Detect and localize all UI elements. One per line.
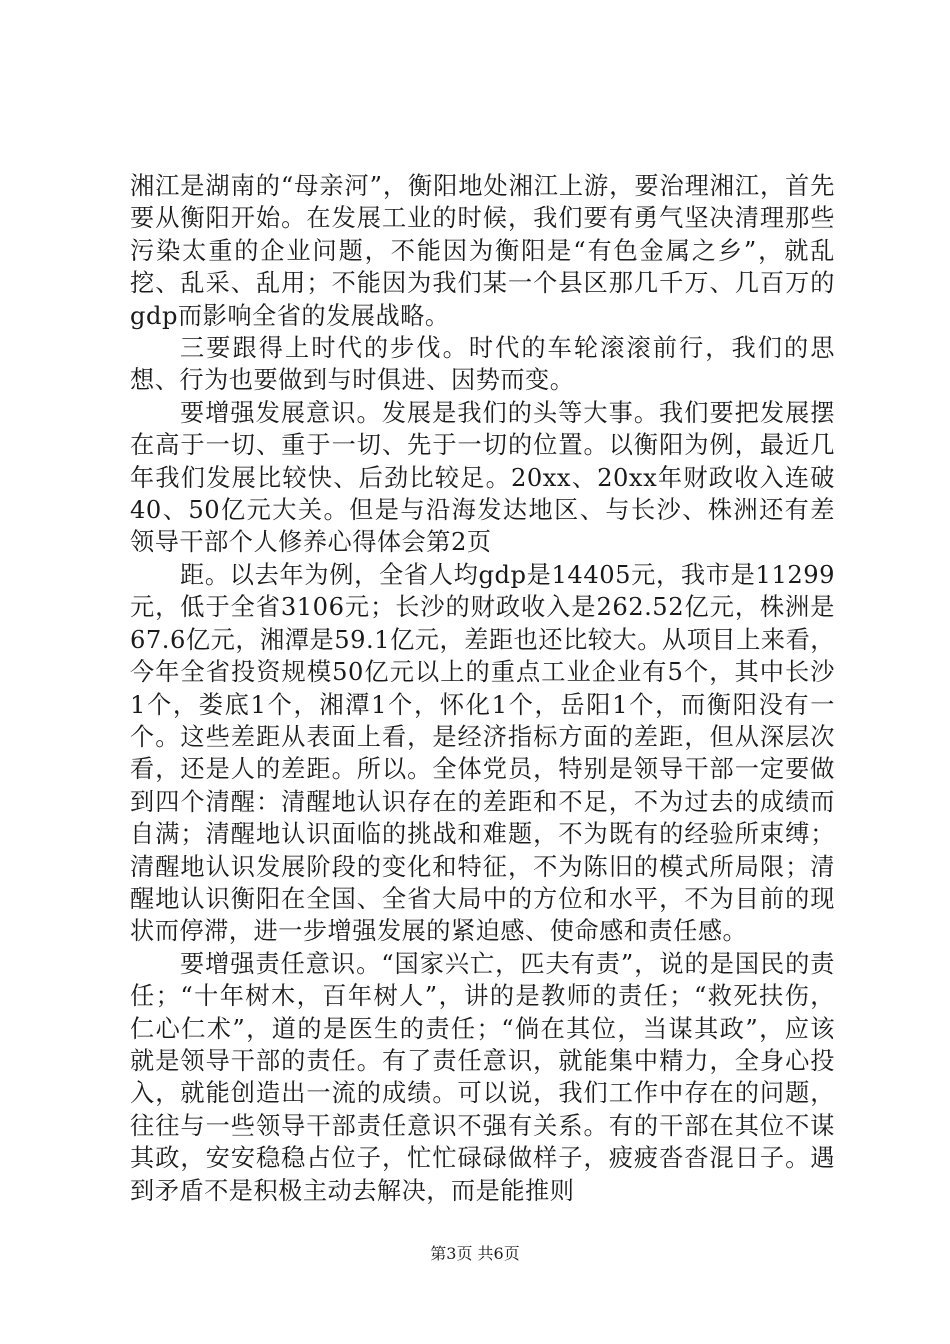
- page-footer: 第3页 共6页: [430, 1244, 520, 1263]
- paragraph-3: 要增强发展意识。发展是我们的头等大事。我们要把发展摆在高于一切、重于一切、先于一切的位置。以衡阳为例，最近几年我们发展比较快、后劲比较足。20xx、20xx年财政收入连破40、50亿元大关。但是与沿海发达地区、与长沙、株洲还有差领导干部个人修养心得体会第2页: [130, 398, 835, 557]
- paragraph-5: 要增强责任意识。“国家兴亡，匹夫有责”，说的是国民的责任；“十年树木，百年树人”，讲的是教师的责任；“救死扶伤，仁心仁术”，道的是医生的责任；“倘在其位，当谋其政”，应该就是领导干部的责任。有了责任意识，就能集中精力，全身心投入，就能创造出一流的成绩。可以说，我们工作中存在的问题，往往与一些领导干部责任意识不强有关系。有的干部在其位不谋其政，安安稳稳占位子，忙忙碌碌做样子，疲疲沓沓混日子。遇到矛盾不是积极主动去解决，而是能推则: [130, 949, 835, 1205]
- paragraph-4: 距。以去年为例，全省人均gdp是14405元，我市是11299元，低于全省3106元；长沙的财政收入是262.52亿元，株洲是67.6亿元，湘潭是59.1亿元，差距也还比较大。从项目上来看，今年全省投资规模50亿元以上的重点工业企业有5个，其中长沙1个，娄底1个，湘潭1个，怀化1个，岳阳1个，而衡阳没有一个。这些差距从表面上看，是经济指标方面的差距，但从深层次看，还是人的差距。所以。全体党员，特别是领导干部一定要做到四个清醒：清醒地认识存在的差距和不足，不为过去的成绩而自满；清醒地认识面临的挑战和难题，不为既有的经验所束缚；清醒地认识发展阶段的变化和特征，不为陈旧的模式所局限；清醒地认识衡阳在全国、全省大局中的方位和水平，不为目前的现状而停滞，进一步增强发展的紧迫感、使命感和责任感。: [130, 560, 835, 946]
- paragraph-2: 三要跟得上时代的步伐。时代的车轮滚滚前行，我们的思想、行为也要做到与时俱进、因势而变。: [130, 334, 835, 395]
- paragraph-1: 湘江是湖南的“母亲河”，衡阳地处湘江上游，要治理湘江，首先要从衡阳开始。在发展工业的时候，我们要有勇气坚决清理那些污染太重的企业问题，不能因为衡阳是“有色金属之乡”，就乱挖、乱采、乱用；不能因为我们某一个县区那几千万、几百万的gdp而影响全省的发展战略。: [130, 172, 835, 330]
- document-body: [130, 170, 835, 1207]
